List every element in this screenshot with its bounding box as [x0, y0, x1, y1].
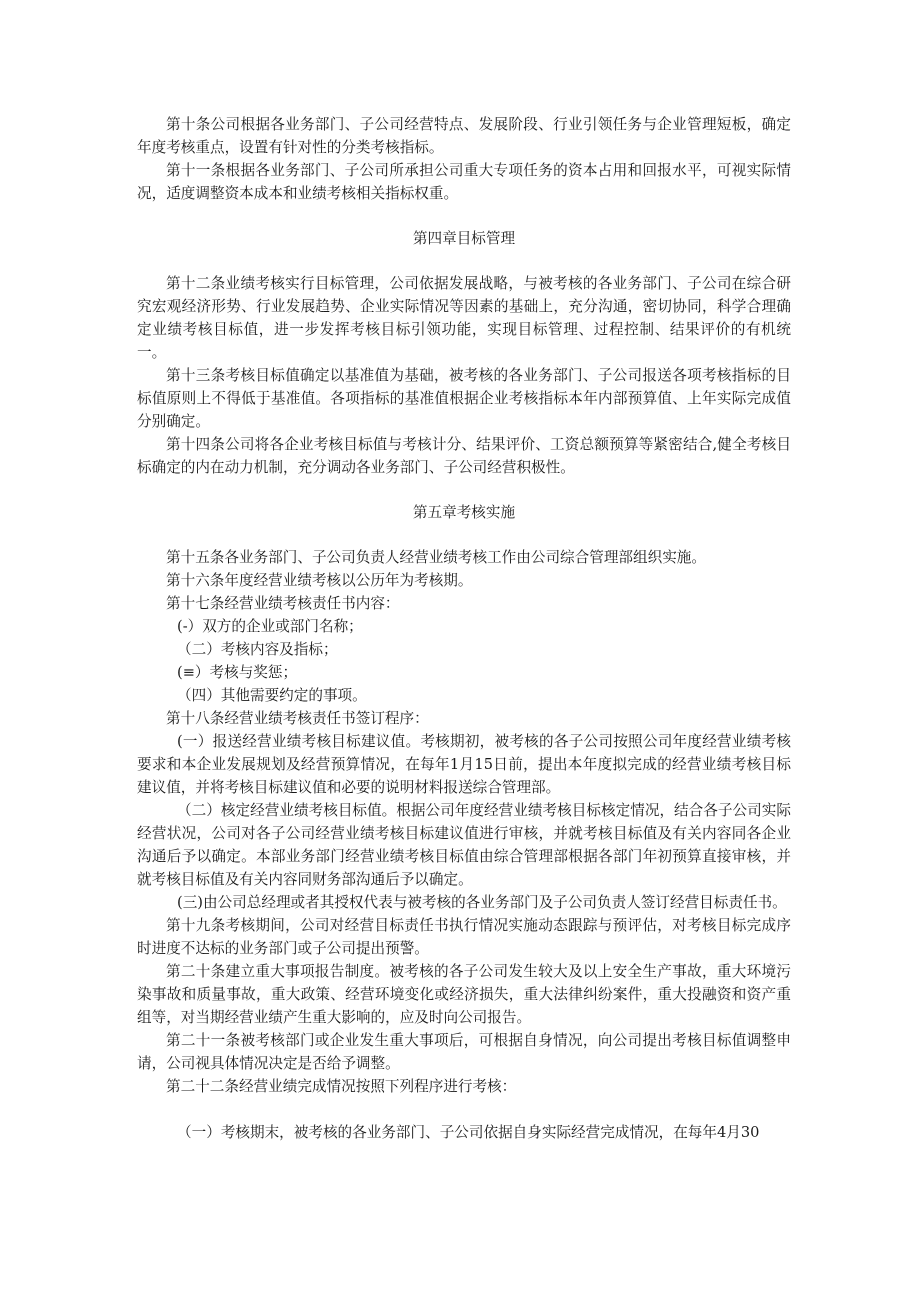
article-14: 第十四条公司将各企业考核目标值与考核计分、结果评价、工资总额预算等紧密结合,健全考核目标确定的内在动力机制，充分调动各业务部门、子公司经营积极性。: [137, 436, 791, 476]
article-22: 第二十二条经营业绩完成情况按照下列程序进行考核：: [166, 1078, 517, 1095]
article-18: 第十八条经营业绩考核责任书签订程序：: [166, 710, 429, 727]
article-11: 第十一条根据各业务部门、子公司所承担公司重大专项任务的资本占用和回报水平，可视实际情况，适度调整资本成本和业绩考核相关指标权重。: [137, 162, 791, 202]
document-body: [137, 113, 791, 1144]
article-19: 第十九条考核期间，公司对经营目标责任书执行情况实施动态跟踪与预评估，对考核目标完成序时进度不达标的业务部门或子公司提出预警。: [137, 917, 791, 957]
article-17-item: (≡）考核与奖惩；: [177, 664, 298, 681]
article-17-item: （二）考核内容及指标；: [177, 641, 338, 658]
article-17-item: (-）双方的企业或部门名称；: [177, 618, 363, 635]
article-18-step-1: (一）报送经营业绩考核目标建议值。考核期初，被考核的各子公司按照公司年度经营业绩考核要求和本企业发展规划及经营预算情况，在每年1月15日前，提出本年度拟完成的经营业绩考核目标建议值，并将考核目标建议值和必要的说明材料报送综合管理部。: [137, 733, 791, 796]
chapter-5-heading: 第五章考核实施: [412, 504, 516, 521]
article-16: 第十六条年度经营业绩考核以公历年为考核期。: [166, 572, 473, 589]
article-20: 第二十条建立重大事项报告制度。被考核的各子公司发生较大及以上安全生产事故，重大环境污染事故和质量事故，重大政策、经营环境变化或经济损失，重大法律纠纷案件，重大投融资和资产重组等，对当期经营业绩产生重大影响的，应及时向公司报告。: [137, 963, 791, 1026]
article-13: 第十三条考核目标值确定以基准值为基础，被考核的各业务部门、子公司报送各项考核指标的目标值原则上不得低于基准值。各项指标的基准值根据企业考核指标本年内部预算值、上年实际完成值分别确定。: [137, 367, 791, 430]
chapter-4-heading: 第四章目标管理: [412, 230, 516, 247]
article-17-item: （四）其他需要约定的事项。: [177, 687, 367, 704]
article-17: 第十七条经营业绩考核责任书内容：: [166, 595, 400, 612]
article-21: 第二十一条被考核部门或企业发生重大事项后，可根据自身情况，向公司提出考核目标值调整申请，公司视具体情况决定是否给予调整。: [137, 1032, 791, 1072]
article-18-step-3: (三)由公司总经理或者其授权代表与被考核的各业务部门及子公司负责人签订经营目标责任书。: [177, 894, 787, 911]
article-18-step-2: （二）核定经营业绩考核目标值。根据公司年度经营业绩考核目标核定情况，结合各子公司实际经营状况，公司对各子公司经营业绩考核目标建议值进行审核，并就考核目标值及有关内容同各企业沟通后予以确定。本部业务部门经营业绩考核目标值由综合管理部根据各部门年初预算直接审核，并就考核目标值及有关内容同财务部沟通后予以确定。: [137, 802, 791, 888]
article-15: 第十五条各业务部门、子公司负责人经营业绩考核工作由公司综合管理部组织实施。: [166, 549, 706, 566]
article-10: 第十条公司根据各业务部门、子公司经营特点、发展阶段、行业引领任务与企业管理短板，确定年度考核重点，设置有针对性的分类考核指标。: [137, 116, 791, 156]
article-22-step-1: （一）考核期末，被考核的各业务部门、子公司依据自身实际经营完成情况，在每年4月30: [177, 1124, 760, 1141]
article-12: 第十二条业绩考核实行目标管理，公司依据发展战略，与被考核的各业务部门、子公司在综合研究宏观经济形势、行业发展趋势、企业实际情况等因素的基础上，充分沟通，密切协同，科学合理确定业绩考核目标值，进一步发挥考核目标引领功能，实现目标管理、过程控制、结果评价的有机统一。: [137, 275, 791, 361]
